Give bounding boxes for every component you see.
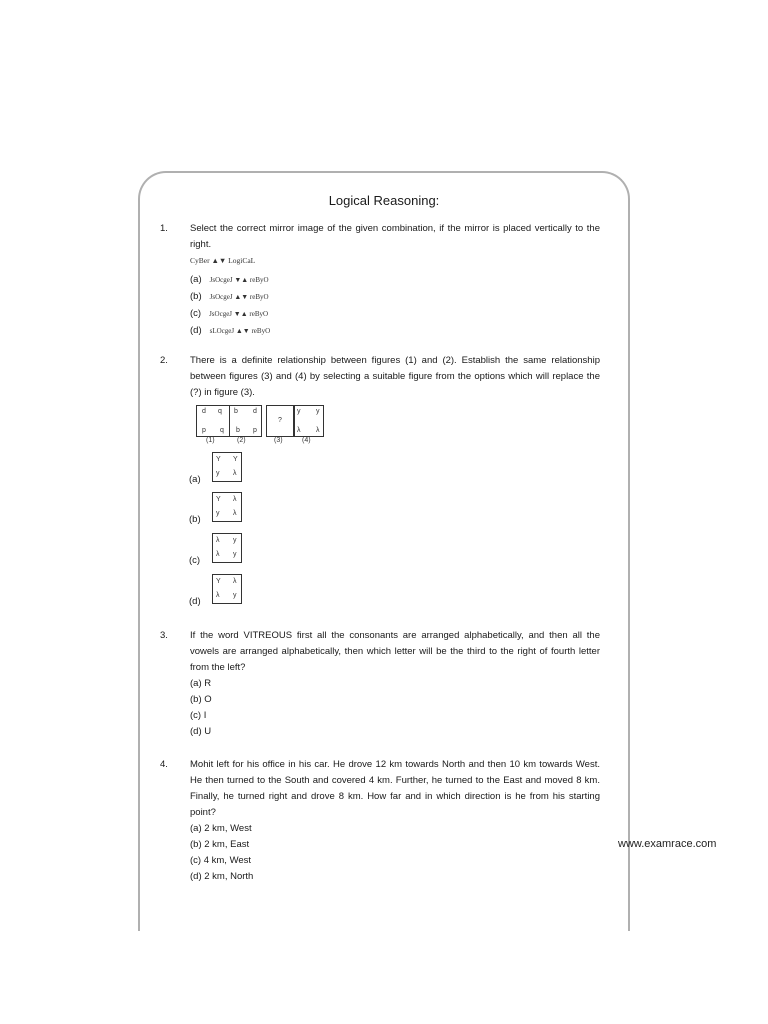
- figure-symbol: p: [202, 427, 206, 434]
- option-a[interactable]: (a) R: [190, 678, 212, 689]
- figure-symbol: λ: [297, 427, 301, 434]
- option-d[interactable]: (d) U: [190, 726, 212, 737]
- figure-symbol: Y: [216, 496, 221, 503]
- question-1: [160, 221, 600, 339]
- figure-symbol: y: [233, 551, 237, 558]
- figure-symbol: λ: [316, 427, 320, 434]
- figure-label: (1): [206, 437, 215, 444]
- option-d[interactable]: (d) sLOcgeJ ▲▼ reByO: [190, 322, 600, 339]
- option-d[interactable]: (d) 2 km, North: [190, 871, 254, 882]
- option-c[interactable]: (c) 4 km, West: [190, 855, 252, 866]
- question-text: If the word VITREOUS first all the consonants are arranged alphabetically, and then all the vowels are arranged alphabetically, then which letter will be the third to the right of fourth letter from the left?: [190, 630, 600, 673]
- figure-symbol: b: [234, 408, 238, 415]
- mirror-figure: JsOcgeJ ▼▲ reByO: [209, 275, 269, 284]
- option-a[interactable]: (a): [189, 474, 201, 485]
- figure-symbol: Y: [216, 578, 221, 585]
- mirror-figure: sLOcgeJ ▲▼ reByO: [209, 326, 271, 335]
- watermark: www.examrace.com: [618, 838, 717, 850]
- page-title: Logical Reasoning:: [328, 193, 440, 208]
- figure-symbol: y: [216, 470, 220, 477]
- figure-symbol: λ: [233, 578, 237, 585]
- figure-symbol: Y: [233, 456, 238, 463]
- question-number: 2.: [160, 355, 168, 366]
- figure-symbol: q: [220, 427, 224, 434]
- question-4: [160, 757, 600, 885]
- option-b[interactable]: (b) 2 km, East: [190, 839, 250, 850]
- figure-symbol: y: [233, 592, 237, 599]
- question-number: 1.: [160, 223, 168, 234]
- question-mark: ?: [278, 417, 282, 424]
- figure-symbol: y: [216, 510, 220, 517]
- figure-symbol: p: [253, 427, 257, 434]
- figure-symbol: q: [218, 408, 222, 415]
- option-c[interactable]: (c): [189, 555, 201, 566]
- figure-symbol: b: [236, 427, 240, 434]
- figure-symbol: λ: [233, 496, 237, 503]
- divider: [229, 405, 230, 437]
- figure-symbol: d: [202, 408, 206, 415]
- figure-label: (3): [274, 437, 283, 444]
- figure-symbol: y: [316, 408, 320, 415]
- figure-symbol: y: [297, 408, 301, 415]
- question-2: [160, 353, 600, 401]
- question-3: [160, 628, 600, 740]
- figure-label: (2): [237, 437, 246, 444]
- question-text: There is a definite relationship between figures (1) and (2). Establish the same relationship between figures (3) and (4) by selecting a suitable figure from the options which will replace the (?) in figure (3).: [190, 355, 600, 398]
- figure-symbol: d: [253, 408, 257, 415]
- question-text: Select the correct mirror image of the given combination, if the mirror is placed vertically to the right.: [190, 223, 600, 250]
- figure-symbol: y: [233, 537, 237, 544]
- mirror-figure: JsOcgeJ ▲▼ reByO: [209, 292, 269, 301]
- question-number: 4.: [160, 759, 168, 770]
- option-a[interactable]: (a) JsOcgeJ ▼▲ reByO: [190, 271, 600, 288]
- figure-symbol: Y: [216, 456, 221, 463]
- figure-symbol: λ: [233, 510, 237, 517]
- option-b[interactable]: (b) O: [190, 694, 212, 705]
- question-text: Mohit left for his office in his car. He drove 12 km towards North and then 10 km towards West. He then turned to the South and covered 4 km. Further, he turned to the East and moved 8 km. Finally, he turned right and drove 8 km. How far and in which direction is he from his starting point?: [190, 759, 600, 818]
- figure-symbol: λ: [216, 537, 220, 544]
- option-c[interactable]: (c) JsOcgeJ ▼▲ reByO: [190, 305, 600, 322]
- figure-label: (4): [302, 437, 311, 444]
- option-a[interactable]: (a) 2 km, West: [190, 823, 252, 834]
- figure-symbol: λ: [216, 551, 220, 558]
- figure-symbol: λ: [216, 592, 220, 599]
- combination-figure: CyBer ▲▼ LogiCaL: [190, 256, 256, 265]
- mirror-figure: JsOcgeJ ▼▲ reByO: [209, 309, 269, 318]
- option-b[interactable]: (b): [189, 514, 201, 525]
- option-d[interactable]: (d): [189, 596, 201, 607]
- question-number: 3.: [160, 630, 168, 641]
- option-b[interactable]: (b) JsOcgeJ ▲▼ reByO: [190, 288, 600, 305]
- option-c[interactable]: (c) I: [190, 710, 207, 721]
- figure-symbol: λ: [233, 470, 237, 477]
